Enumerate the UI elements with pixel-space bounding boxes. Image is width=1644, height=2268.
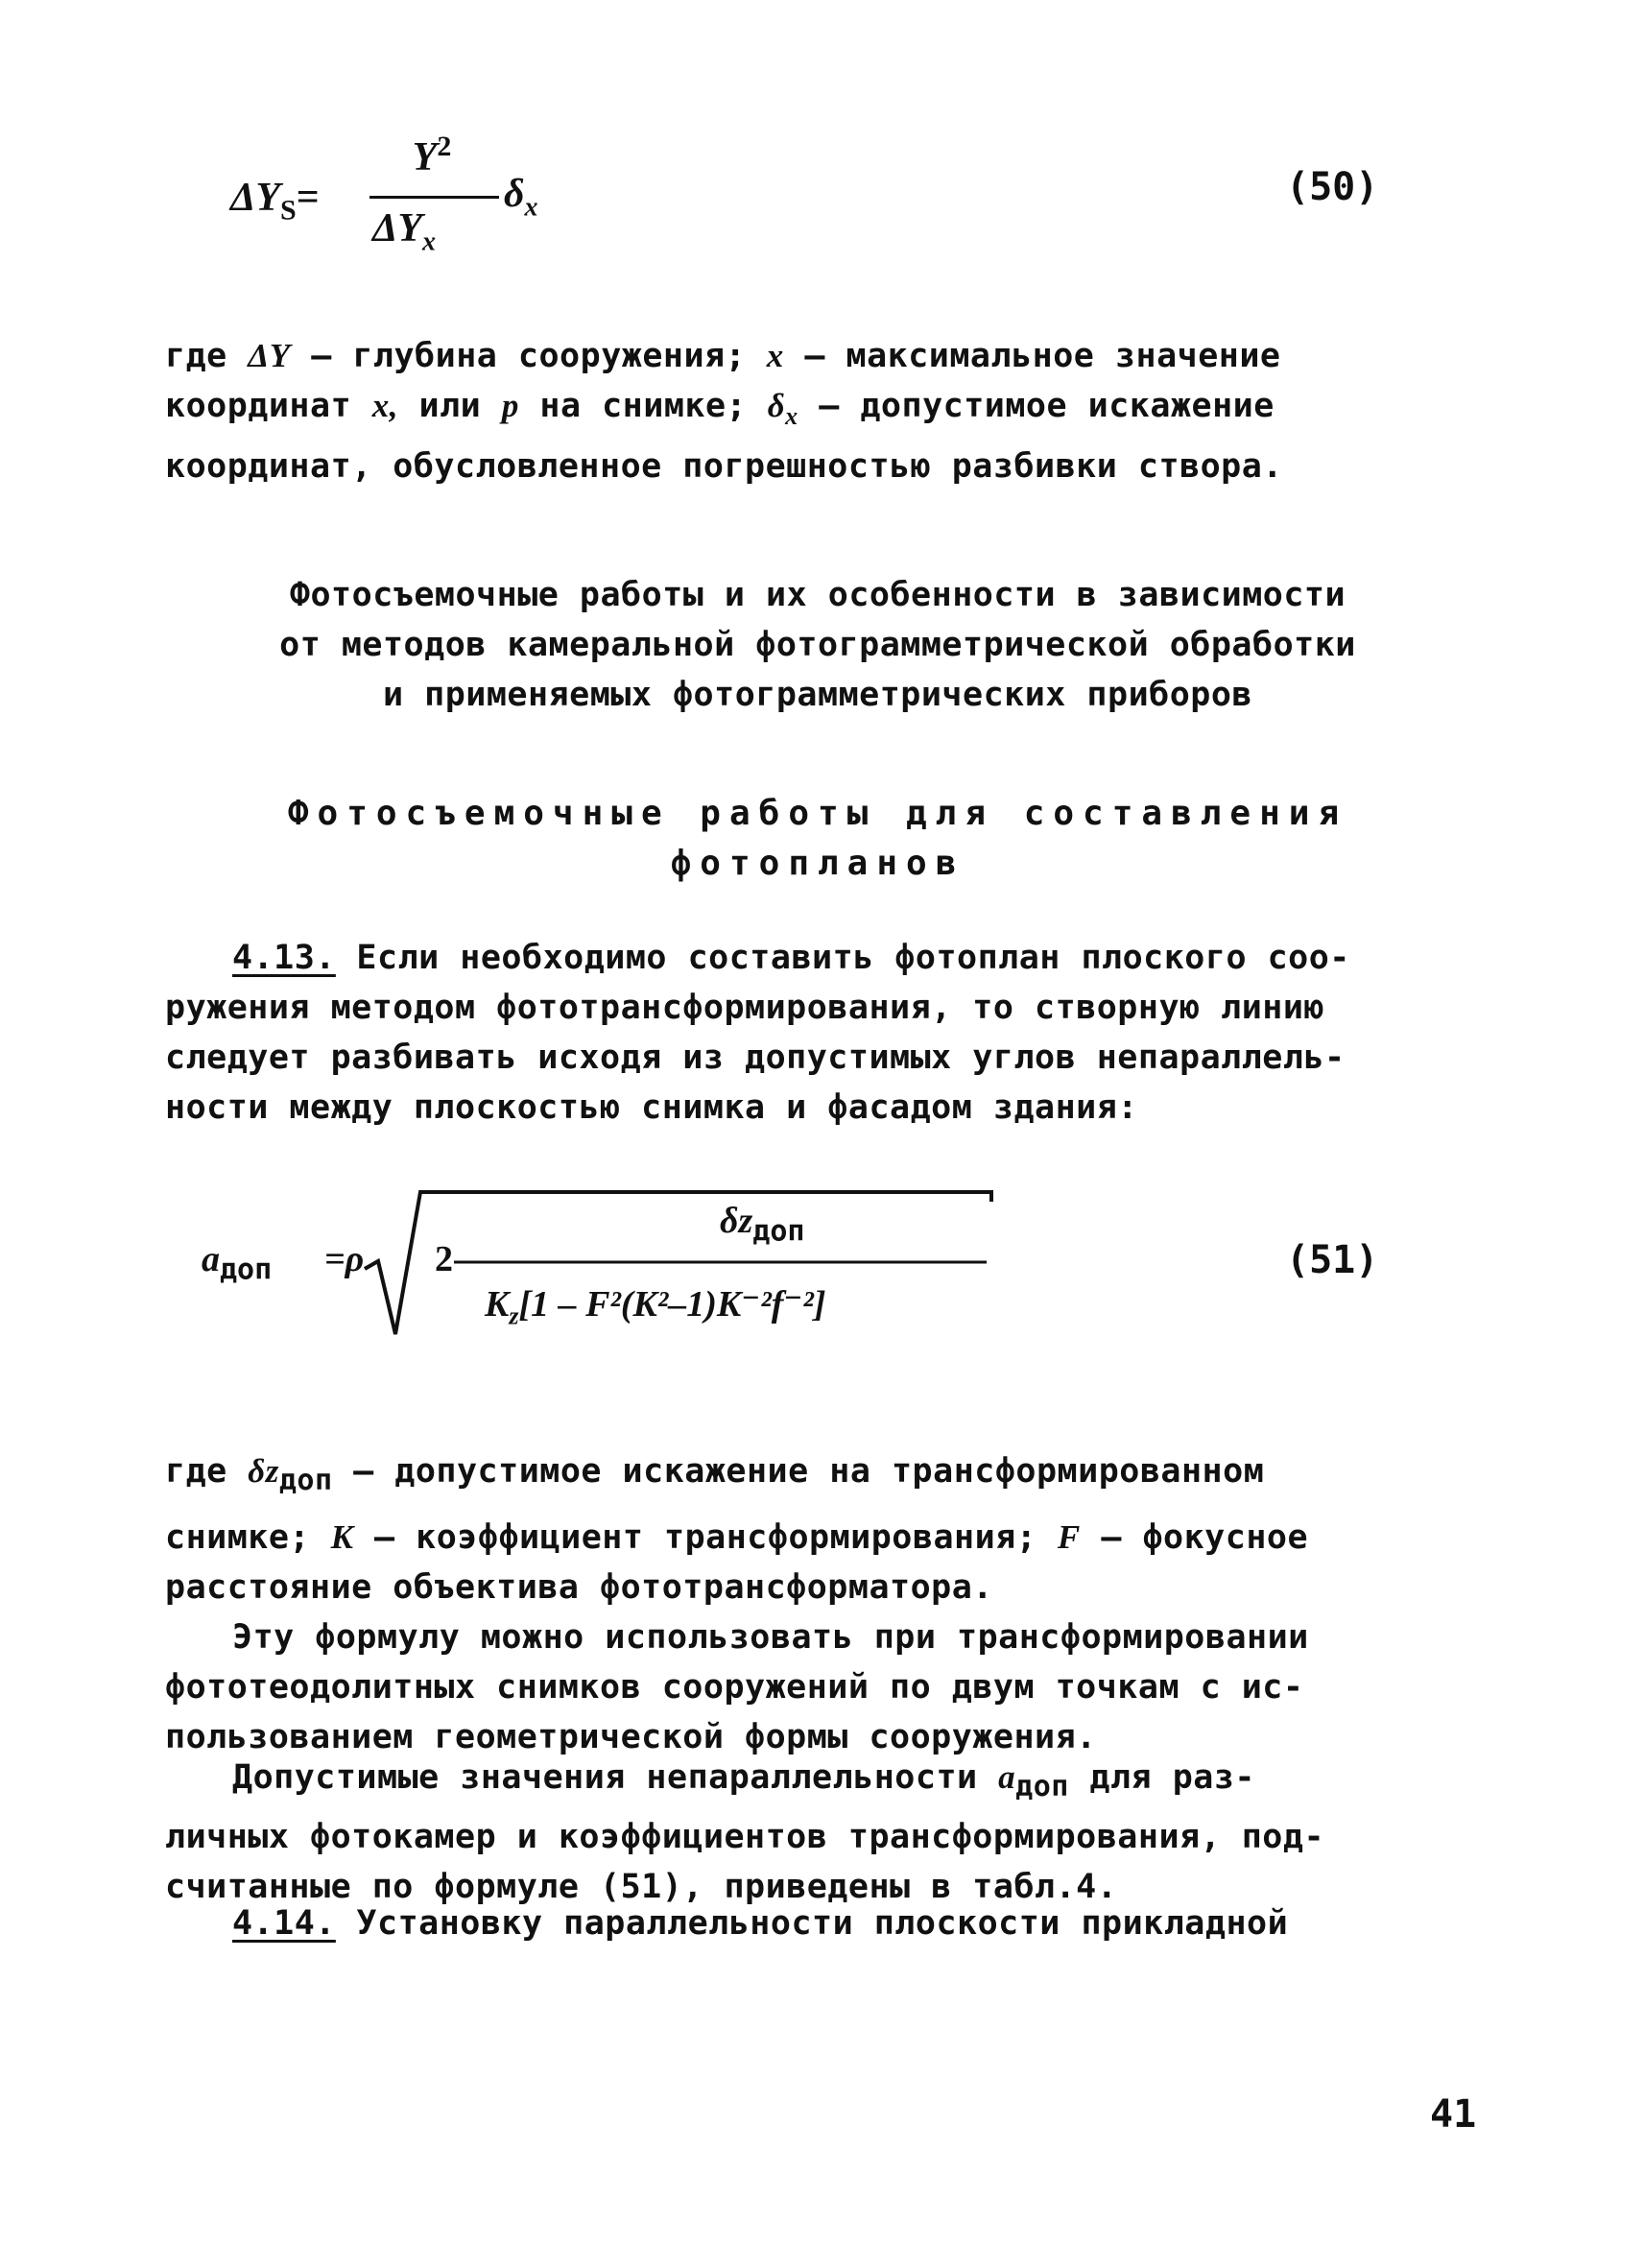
text-span: или	[397, 387, 502, 425]
formula-51-den-sub: z	[509, 1301, 519, 1330]
paragraph-4-13	[165, 933, 1470, 1133]
text-span: для раз-	[1068, 1758, 1255, 1797]
text-line: следует разбивать исходя из допустимых углов непараллель-	[165, 1039, 1346, 1077]
formula-51-num-symbol: δz	[720, 1201, 753, 1241]
heading-line: фотопланов	[670, 844, 965, 883]
heading-line: и применяемых фотограмметрических приборов	[382, 676, 1252, 714]
page-number: 41	[1430, 2092, 1477, 2137]
section-number: 4.14.	[232, 1904, 336, 1943]
paragraph-variables-50	[165, 331, 1470, 491]
paragraph-variables-51	[165, 1440, 1470, 1612]
math-symbol: a	[998, 1758, 1016, 1796]
formula-51-den-symbol: K	[485, 1284, 510, 1325]
equation-number-51: (51)	[1286, 1238, 1379, 1282]
text-line: ружения методом фототрансформирования, то створную линию	[165, 989, 1325, 1027]
formula-50-lhs-symbol: ΔY	[230, 176, 280, 220]
text-span: где	[165, 1452, 249, 1491]
text-span: Допустимые значения непараллельности	[232, 1758, 999, 1797]
formula-51-coefficient: 2	[435, 1239, 453, 1279]
text-span: где	[165, 337, 249, 375]
formula-50-den-sub: x	[422, 227, 436, 257]
text-line	[165, 1898, 1470, 1948]
formula-50-num-sup: 2	[437, 131, 452, 162]
formula-50-num-symbol: Y	[412, 135, 438, 179]
formula-51-den-expression: [1 – F²(K²–1)K⁻²f⁻²]	[518, 1284, 826, 1325]
formula-51-num-sub: доп	[752, 1214, 805, 1249]
math-symbol: ΔY	[248, 337, 291, 374]
text-line: пользованием геометрической формы сооружения.	[165, 1718, 1097, 1756]
heading-line: Фотосъемочные работы и их особенности в зависимости	[289, 576, 1346, 614]
text-span: – допустимое искажение на трансформированном	[332, 1452, 1265, 1491]
text-line: считанные по формуле (51), приведены в табл.4.	[165, 1868, 1118, 1906]
text-span: на снимке;	[518, 387, 768, 425]
formula-50-lhs-sub: S	[280, 194, 297, 227]
math-subscript: доп	[1015, 1770, 1069, 1803]
math-subscript: доп	[278, 1464, 333, 1497]
formula-51-lhs-sub: доп	[220, 1253, 273, 1287]
formula-50	[230, 125, 614, 269]
formula-51-lhs-symbol: a	[202, 1239, 220, 1279]
text-line: ности между плоскостью снимка и фасадом здания:	[165, 1088, 1138, 1127]
formula-50-mult-symbol: δ	[504, 172, 525, 216]
paragraph-allowed-values	[165, 1753, 1470, 1912]
formula-51-lhs	[202, 1238, 272, 1287]
text-line: фототеодолитных снимков сооружений по двум точкам с ис-	[165, 1668, 1304, 1707]
heading-line: от методов камеральной фотограмметрической обработки	[279, 626, 1356, 664]
text-span: Если необходимо составить фотоплан плоского соо-	[335, 939, 1350, 977]
formula-51	[202, 1181, 1065, 1353]
formula-50-numerator	[365, 131, 499, 180]
formula-50-mult-sub: x	[524, 192, 538, 223]
text-span: – фокусное	[1080, 1518, 1309, 1557]
text-line	[165, 933, 1470, 983]
formula-50-den-symbol: ΔY	[372, 206, 422, 251]
formula-51-numerator	[720, 1200, 804, 1249]
text-span: – максимальное значение	[783, 337, 1281, 375]
math-subscript: x	[785, 402, 798, 430]
formula-51-equals: =ρ	[324, 1239, 365, 1279]
formula-51-denominator	[485, 1281, 825, 1331]
math-symbol: F	[1057, 1518, 1081, 1556]
formula-50-denominator	[372, 205, 436, 257]
section-heading	[165, 570, 1470, 720]
text-line	[165, 331, 1470, 381]
math-symbol: δ	[767, 387, 786, 424]
math-symbol: δz	[248, 1452, 279, 1490]
formula-50-multiplier	[504, 171, 538, 223]
text-line: расстояние объектива фототрансформатора.	[165, 1568, 993, 1607]
text-line: координат, обусловленное погрешностью разбивки створа.	[165, 447, 1283, 486]
formula-50-fraction-bar	[369, 196, 499, 199]
math-symbol: x,	[371, 387, 398, 424]
text-span: – допустимое искажение	[798, 387, 1275, 425]
text-span: – глубина сооружения;	[290, 337, 767, 375]
paragraph-formula-usage	[165, 1612, 1470, 1762]
subsection-heading	[165, 789, 1470, 889]
text-line: Эту формулу можно использовать при трансформировании	[232, 1618, 1309, 1657]
formula-50-lhs: $\Delta Y_S=$	[230, 176, 320, 227]
equation-number-50: (50)	[1286, 165, 1379, 209]
text-span: – коэффициент трансформирования;	[353, 1518, 1058, 1557]
text-span: координат	[165, 387, 372, 425]
math-symbol: K	[330, 1518, 354, 1556]
heading-line: Фотосъемочные работы для составления	[287, 794, 1348, 833]
text-line	[165, 1513, 1470, 1563]
text-line	[165, 1753, 1470, 1812]
text-line	[165, 381, 1470, 442]
paragraph-4-14	[165, 1898, 1470, 1948]
text-span: снимке;	[165, 1518, 331, 1557]
math-symbol: x	[766, 337, 784, 374]
math-symbol: p	[501, 387, 519, 424]
text-line	[165, 1440, 1470, 1513]
text-line: личных фотокамер и коэффициентов трансформирования, под-	[165, 1818, 1325, 1856]
text-span: Установку параллельности плоскости прикладной	[335, 1904, 1289, 1943]
section-number: 4.13.	[232, 939, 336, 977]
